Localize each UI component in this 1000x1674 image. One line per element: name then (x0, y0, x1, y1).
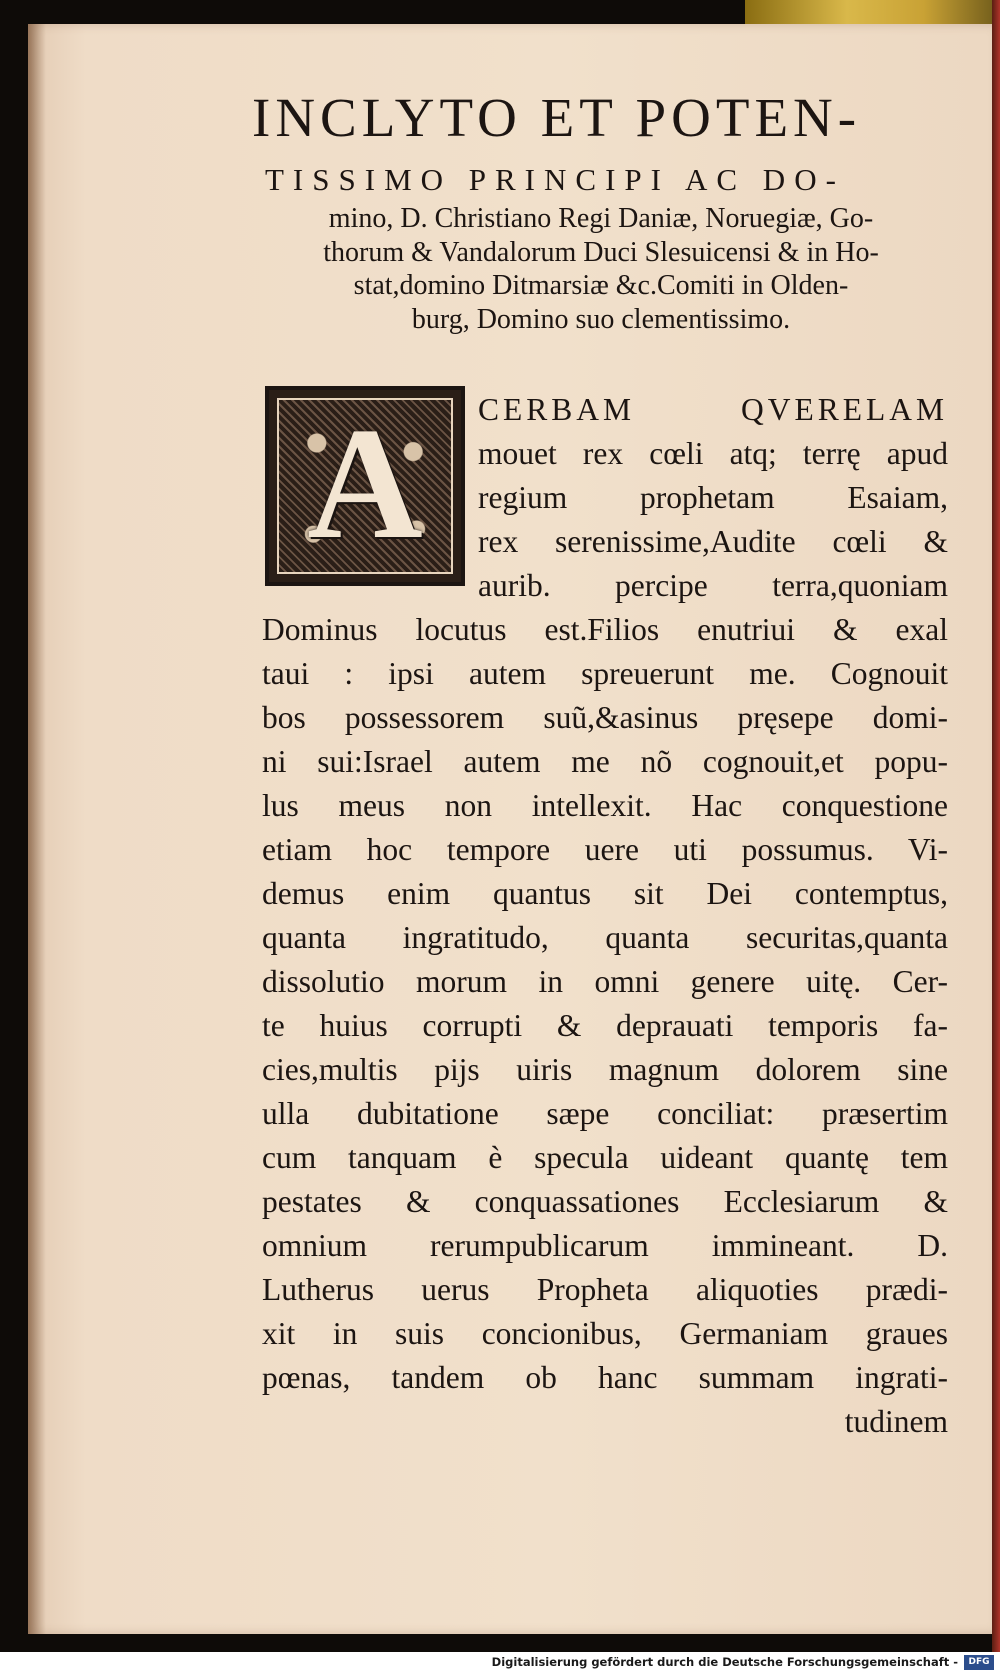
text-line: ulla dubitatione sæpe conciliat: præsertim (262, 1096, 948, 1131)
dedication-line: mino, D. Christiano Regi Daniæ, Noruegiæ, Go- (328, 203, 874, 234)
dedication-line: burg, Domino suo clementissimo. (411, 303, 791, 335)
text-line: xit in suis concionibus, Germaniam graues (262, 1316, 948, 1351)
text-line: etiam hoc tempore uere uti possumus. Vi- (262, 832, 948, 867)
text-line: Lutherus uerus Propheta aliquoties prædi- (262, 1272, 948, 1307)
dedication-line: stat,domino Ditmarsiæ &c.Comiti in Olden- (353, 270, 849, 301)
text-line: te huius corrupti & deprauati temporis fa- (262, 1008, 948, 1043)
funding-credit: Digitalisierung gefördert durch die Deutsche Forschungsgemeinschaft - (491, 1655, 958, 1669)
text-line: quanta ingratitudo, quanta securitas,quanta (262, 920, 948, 955)
text-line: omnium rerumpublicarum immineant. D. (262, 1228, 948, 1263)
text-line: pestates & conquassationes Ecclesiarum & (262, 1184, 948, 1219)
heading-line-1: INCLYTO ET POTEN- (252, 87, 862, 148)
text-line: lus meus non intellexit. Hac conquestione (262, 788, 948, 823)
dfg-logo: DFG (964, 1655, 994, 1670)
text-line: Dominus locutus est.Filios enutriui & exal (262, 612, 948, 647)
text-line: taui : ipsi autem spreuerunt me. Cognouit (262, 656, 948, 691)
text-line: rex serenissime,Audite cœli & (478, 524, 948, 559)
text-line: pœnas, tandem ob hanc summam ingrati- (262, 1360, 948, 1395)
text-line: regium prophetam Esaiam, (478, 480, 948, 515)
dedication-line: thorum & Vandalorum Duci Slesuicensi & in Ho- (323, 236, 879, 268)
text-line: aurib. percipe terra,quoniam (478, 568, 948, 603)
heading-line-2: TISSIMO PRINCIPI AC DO- (265, 162, 845, 197)
text-line: ni sui:Israel autem me nõ cognouit,et popu- (262, 744, 948, 779)
catchword: tudinem (844, 1404, 948, 1439)
digitization-footer (0, 1652, 1000, 1674)
text-line: demus enim quantus sit Dei contemptus, (262, 876, 948, 911)
text-line: cies,multis pĳs uiris magnum dolorem sine (262, 1052, 948, 1087)
text-line: cum tanquam è specula uideant quantę tem (262, 1140, 948, 1175)
text-line: mouet rex cœli atq; terrę apud (478, 436, 948, 471)
text-line: bos possessorem suũ,&asinus pręsepe domi- (262, 700, 948, 735)
text-line: dissolutio morum in omni genere uitę. Cer- (262, 964, 948, 999)
initial-letter: A (307, 394, 423, 572)
text-line: CERBAM QVERELAM (478, 392, 948, 427)
